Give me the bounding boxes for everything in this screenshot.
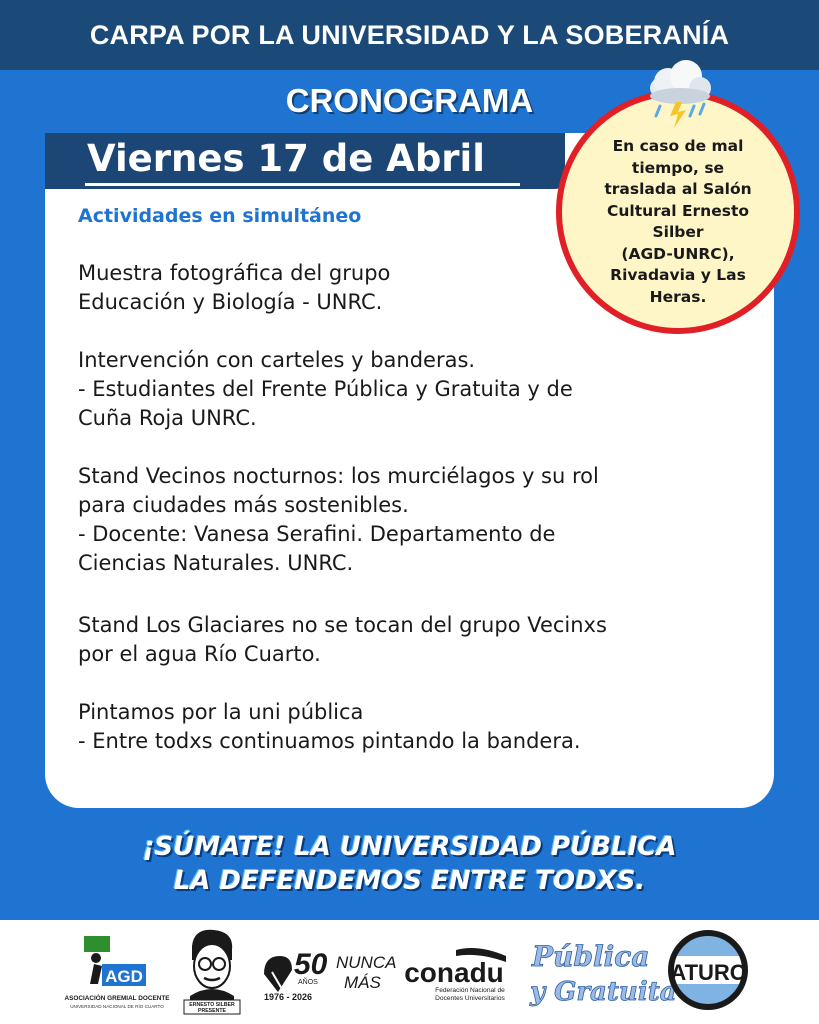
weather-line: traslada al Salón	[604, 180, 752, 198]
slogan-line: ¡SÚMATE! LA UNIVERSIDAD PÚBLICA	[142, 832, 677, 862]
date-underline	[85, 183, 520, 186]
weather-line: Cultural Ernesto	[606, 201, 750, 220]
slogan-line: LA DEFENDEMOS ENTRE TODXS.	[173, 866, 646, 896]
publica-gratuita-logo	[528, 934, 677, 1010]
gratuita-word: y Gratuita	[530, 977, 677, 1007]
agd-logo	[64, 934, 170, 1014]
conadu-name: conadu	[404, 957, 504, 988]
activity-line: Stand Vecinos nocturnos: los murciélagos y su rol	[78, 464, 599, 488]
activity-line: Intervención con carteles y banderas.	[78, 348, 476, 372]
activity-line: - Estudiantes del Frente Pública y Gratuita y de	[78, 377, 573, 401]
weather-line: En caso de mal	[612, 137, 744, 155]
cronograma-heading: CRONOGRAMA	[285, 82, 534, 119]
activity-item	[78, 346, 748, 433]
activity-line: Educación y Biología - UNRC.	[78, 290, 383, 314]
activity-line: Cuña Roja UNRC.	[78, 406, 257, 430]
silber-presente: PRESENTE	[198, 1008, 226, 1014]
silber-logo	[180, 926, 244, 1014]
conadu-sub1: Federación Nacional de	[435, 987, 505, 994]
fifty-number: 50	[294, 948, 328, 981]
slogan	[0, 830, 819, 898]
date-title: Viernes 17 de Abril	[87, 137, 485, 180]
aturc-logo	[666, 928, 750, 1012]
publica-word: Pública	[532, 940, 650, 973]
activity-line: por el agua Río Cuarto.	[78, 642, 321, 666]
storm-cloud-icon	[640, 58, 720, 130]
nunca-mas-logo	[258, 942, 397, 1004]
activity-item	[78, 611, 748, 669]
aturc-name: ATURC	[670, 960, 746, 985]
weather-notice-text	[562, 136, 794, 308]
activity-line: Muestra fotográfica del grupo	[78, 261, 391, 285]
anos-label: AÑOS	[298, 979, 318, 986]
weather-line: Heras.	[649, 287, 707, 306]
activity-item	[78, 462, 748, 578]
weather-line: Silber	[652, 223, 704, 241]
agd-name: ASOCIACIÓN GREMIAL DOCENTE	[64, 995, 170, 1002]
activities-subheading: Actividades en simultáneo	[78, 205, 362, 227]
date-tab	[45, 133, 565, 189]
silber-name: ERNESTO SILBER	[189, 1002, 235, 1008]
activity-line: para ciudades más sostenibles.	[78, 493, 409, 517]
weather-line: tiempo, se	[631, 158, 725, 177]
activity-line: Ciencias Naturales. UNRC.	[78, 551, 354, 575]
conadu-sub2: Docentes Universitarios	[435, 995, 505, 1002]
activity-line: Stand Los Glaciares no se tocan del grupo Vecinxs	[78, 613, 607, 637]
weather-line: (AGD-UNRC),	[621, 244, 735, 263]
nunca-word: NUNCA	[336, 953, 397, 972]
activity-line: - Entre todxs continuamos pintando la bandera.	[78, 729, 581, 753]
agd-acronym: AGD	[105, 967, 143, 986]
logo-strip	[0, 920, 819, 1024]
banner-title: CARPA POR LA UNIVERSIDAD Y LA SOBERANÍA	[89, 19, 730, 50]
agd-sub: UNIVERSIDAD NACIONAL DE RÍO CUARTO	[70, 1004, 164, 1009]
mas-word: MÁS	[344, 973, 381, 992]
activity-item	[78, 698, 748, 756]
conadu-logo	[394, 940, 514, 1004]
activity-line: - Docente: Vanesa Serafini. Departamento de	[78, 522, 556, 546]
years-range: 1976 - 2026	[264, 992, 313, 1002]
activities-list	[78, 259, 748, 785]
weather-line: Rivadavia y Las	[610, 266, 746, 284]
activity-line: Pintamos por la uni pública	[78, 700, 364, 724]
